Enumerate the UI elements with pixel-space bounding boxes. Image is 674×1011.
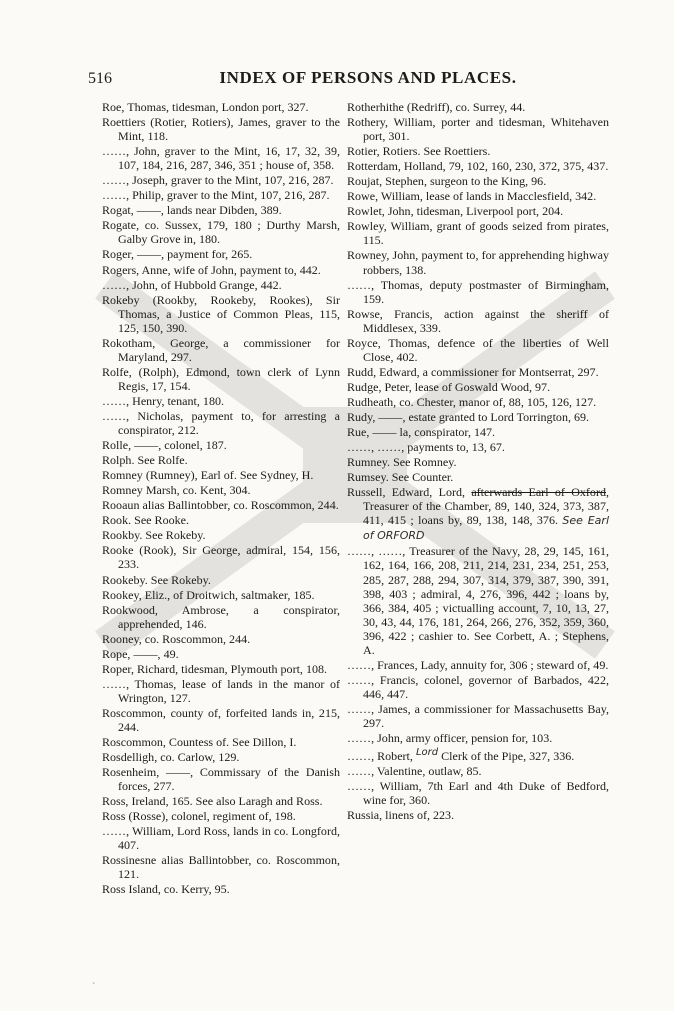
index-entry: Roper, Richard, tidesman, Plymouth port, 108.: [102, 661, 328, 676]
index-entry: Rudd, Edward, a commissioner for Montserrat, 297.: [347, 364, 599, 379]
index-entry: ……, William, 7th Earl and 4th Duke of Bedford, wine for, 360.: [347, 779, 609, 808]
index-entry: Rolfe, (Rolph), Edmond, town clerk of Lynn Regis, 17, 154.: [102, 364, 340, 393]
robert-head: ……, Robert,: [347, 749, 413, 764]
index-entry: ……, John, of Hubbold Grange, 442.: [102, 277, 282, 292]
index-entry: Rolle, ——, colonel, 187.: [102, 438, 227, 453]
index-entry: Rotherhithe (Redriff), co. Surrey, 44.: [347, 100, 526, 114]
index-entry: ……, Joseph, graver to the Mint, 107, 216, 287.: [102, 173, 334, 188]
index-entry: ……, Francis, colonel, governor of Barbados, 422, 446, 447.: [347, 672, 609, 701]
index-entry: ……, Frances, Lady, annuity for, 306 ; steward of, 49.: [347, 657, 609, 672]
index-entry: Rosenheim, ——, Commissary of the Danish forces, 277.: [102, 765, 340, 794]
index-entry: Russia, linens of, 223.: [347, 808, 455, 823]
index-entry: Rook. See Rooke.: [102, 513, 189, 528]
index-entry: Rudge, Peter, lease of Goswald Wood, 97.: [347, 379, 551, 394]
index-entry: ……, John, army officer, pension for, 103.: [347, 731, 553, 746]
right-column: [347, 100, 609, 822]
index-entry: Rookwood, Ambrose, a conspirator, apprehended, 146.: [102, 602, 340, 631]
index-entry: Rookby. See Rokeby.: [102, 528, 206, 543]
index-entry: Rokotham, George, a commissioner for Maryland, 297.: [102, 335, 340, 364]
index-entry: ……, Valentine, outlaw, 85.: [347, 764, 482, 779]
index-entry: Rolph. See Rolfe.: [102, 453, 188, 468]
index-entry: Rooaun alias Ballintobber, co. Roscommon, 244.: [102, 498, 339, 513]
index-entry: Rumsey. See Counter.: [347, 470, 454, 485]
struck-through-text: afterwards Earl of Oxford: [471, 485, 606, 500]
index-entry: ……, Thomas, deputy postmaster of Birmingham, 159.: [347, 277, 609, 306]
index-entry: Rudy, ——, estate granted to Lord Torrington, 69.: [347, 409, 590, 424]
page-number: 516: [88, 70, 112, 87]
index-entry: Rossinesne alias Ballintobber, co. Roscommon, 121.: [102, 853, 340, 882]
index-entry: Rowse, Francis, action against the sheriff of Middlesex, 339.: [347, 306, 609, 335]
index-entry: Rotier, Rotiers. See Roettiers.: [347, 144, 491, 159]
index-entry: Rogate, co. Sussex, 179, 180 ; Durthy Marsh, Galby Grove in, 180.: [102, 218, 340, 247]
index-entry: Roe, Thomas, tidesman, London port, 327.: [102, 100, 309, 114]
index-entry: ……, ……, payments to, 13, 67.: [347, 440, 505, 455]
index-entry: Romney Marsh, co. Kent, 304.: [102, 483, 251, 498]
index-entry: Roger, ——, payment for, 265.: [102, 247, 253, 262]
index-entry: ……, John, graver to the Mint, 16, 17, 32, 39, 107, 184, 216, 287, 346, 351 ; house of, 358.: [102, 144, 340, 173]
index-entry: Rothery, William, porter and tidesman, Whitehaven port, 301.: [347, 115, 609, 144]
index-entry: Rudheath, co. Chester, manor of, 88, 105, 126, 127.: [347, 394, 597, 409]
index-entry: Rosdelligh, co. Carlow, 129.: [102, 750, 240, 765]
index-entry: Roscommon, Countess of. See Dillon, I.: [102, 735, 297, 750]
index-entry: Roujat, Stephen, surgeon to the King, 96.: [347, 174, 547, 189]
handwritten-note: See Earl of ORFORD: [363, 514, 609, 543]
index-entry: Rookey, Eliz., of Droitwich, saltmaker, 185.: [102, 587, 315, 602]
index-entry: Roettiers (Rotier, Rotiers), James, graver to the Mint, 118.: [102, 115, 340, 144]
index-entry: Ross (Rosse), colonel, regiment of, 198.: [102, 809, 296, 824]
index-entry: ……, Nicholas, payment to, for arresting a conspirator, 212.: [102, 408, 340, 438]
russell-edward-entry: [347, 485, 609, 543]
index-entry: Rokeby (Rookby, Rookeby, Rookes), Sir Thomas, a Justice of Common Pleas, 115, 125, 150, 390.: [102, 292, 340, 335]
russell-rest: , Treasurer of the Chamber, 89, 140, 324, 373, 387, 411, 415 ; loans by, 89, 138, 148, 376.: [363, 485, 609, 528]
index-entry: Rowe, William, lease of lands in Macclesfield, 342.: [347, 189, 597, 204]
index-entry: Rogat, ——, lands near Dibden, 389.: [102, 203, 282, 218]
index-entry: Rogers, Anne, wife of John, payment to, 442.: [102, 262, 321, 277]
index-entry: ……, William, Lord Ross, lands in co. Longford, 407.: [102, 824, 340, 853]
left-column: [102, 100, 340, 897]
index-entry: ……, James, a commissioner for Massachusetts Bay, 297.: [347, 701, 609, 730]
index-entry: Rotterdam, Holland, 79, 102, 160, 230, 372, 375, 437.: [347, 159, 609, 174]
index-entry: Rookeby. See Rokeby.: [102, 572, 211, 587]
index-entry: Rope, ——, 49.: [102, 646, 179, 661]
index-entry: Rowlet, John, tidesman, Liverpool port, 204.: [347, 204, 564, 219]
index-entry: Ross Island, co. Kerry, 95.: [102, 882, 230, 897]
index-entry: Rumney. See Romney.: [347, 455, 457, 470]
index-entry: ……, Philip, graver to the Mint, 107, 216, 287.: [102, 188, 330, 203]
index-entry: Rowley, William, grant of goods seized from pirates, 115.: [347, 219, 609, 248]
index-entry: Rooney, co. Roscommon, 244.: [102, 631, 251, 646]
russell-head: Russell, Edward, Lord,: [347, 485, 466, 500]
running-head: INDEX OF PERSONS AND PLACES.: [219, 68, 517, 87]
index-entry: Royce, Thomas, defence of the liberties of Well Close, 402.: [347, 335, 609, 364]
index-entry: ……, Thomas, lease of lands in the manor of Wrington, 127.: [102, 676, 340, 705]
index-entry: Ross, Ireland, 165. See also Laragh and Ross.: [102, 794, 323, 809]
index-entry: ……, ……, Treasurer of the Navy, 28, 29, 145, 161, 162, 164, 166, 208, 211, 214, 231, 234, 251, 253, 285, 287, 288, 294, 307, 314, 379, 387, 390, 391, 398, 403 ; admiral, 4, 276, 396, 442 ; loans by, 366, 384, 405 ; victualling account, 7, 10, 13, 27, 30, 43, 44, 176, 181, 264, 266, 276, 352, 359, 360, 396, 422 ; cashier to. See Corbett, A. ; Stephens, A.: [347, 544, 609, 657]
index-entry: Romney (Rumney), Earl of. See Sydney, H.: [102, 468, 314, 483]
robert-rest: Clerk of the Pipe, 327, 336.: [441, 749, 575, 764]
russell-robert-entry: [347, 746, 609, 763]
handwritten-insertion: Lord: [415, 747, 439, 759]
index-entry: ……, Henry, tenant, 180.: [102, 393, 225, 408]
index-entry: Rue, —— la, conspirator, 147.: [347, 425, 496, 440]
index-entry: Rooke (Rook), Sir George, admiral, 154, 156, 233.: [102, 543, 340, 572]
stray-mark: `: [92, 982, 96, 993]
index-entry: Rowney, John, payment to, for apprehending highway robbers, 138.: [347, 248, 609, 277]
index-entry: Roscommon, county of, forfeited lands in, 215, 244.: [102, 705, 340, 734]
